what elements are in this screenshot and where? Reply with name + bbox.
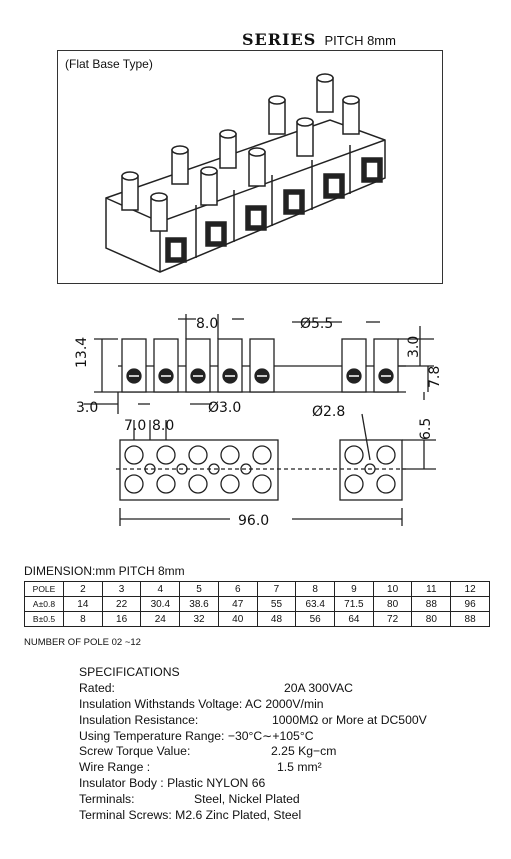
dim-bottom-left-label: 7.0 (124, 418, 147, 434)
table-cell: 16 (102, 612, 141, 627)
dimension-table (24, 581, 490, 627)
spec-terminals-value: Steel, Nickel Plated (194, 792, 300, 807)
spec-rated-value: 20A 300VAC (284, 680, 353, 695)
dim-screw-label: Ø3.0 (208, 400, 242, 416)
table-cell: 40 (218, 612, 257, 627)
top-view (84, 314, 434, 414)
table-cell: 38.6 (180, 597, 219, 612)
spec-rated (79, 680, 353, 697)
dim-hole-label: Ø5.5 (300, 316, 334, 332)
dim-pitch-label: 8.0 (196, 316, 219, 332)
spec-resistance-label: Insulation Resistance: (79, 712, 199, 727)
dim-total-length-label: 96.0 (238, 513, 270, 529)
table-row (25, 597, 490, 612)
spec-temperature-value: −30°C∼+105°C (227, 728, 314, 743)
table-cell: 80 (373, 597, 412, 612)
table-cell: 12 (451, 582, 490, 597)
table-cell: 3 (102, 582, 141, 597)
spec-resistance-value: 1000MΩ or More at DC500V (272, 712, 427, 727)
table-cell: 8 (64, 612, 103, 627)
dim-height-label: 13.4 (74, 336, 90, 368)
spec-temperature-label: Using Temperature Range: (79, 728, 225, 743)
spec-screws-label: Terminal Screws: (79, 808, 172, 823)
spec-terminals (79, 792, 324, 808)
spec-resistance (79, 712, 427, 729)
spec-screws (79, 808, 324, 824)
spec-torque-label: Screw Torque Value: (79, 744, 191, 759)
table-cell: 88 (451, 612, 490, 627)
table-cell: 63.4 (296, 597, 335, 612)
spec-wire-value: 1.5 mm² (277, 760, 322, 775)
dim-left-offset-label: 3.0 (76, 400, 99, 416)
table-cell: 96 (451, 597, 490, 612)
pitch-title: PITCH 8mm (324, 33, 396, 48)
table-cell: 56 (296, 612, 335, 627)
spec-torque (79, 744, 337, 760)
table-cell: 55 (257, 597, 296, 612)
spec-temperature (79, 729, 324, 745)
table-cell: 8 (296, 582, 335, 597)
illustration-label: (Flat Base Type) (65, 57, 153, 71)
spec-withstand (79, 697, 324, 713)
spec-body-label: Insulator Body : (79, 776, 164, 791)
spec-withstand-label: Insulation Withstands Voltage: (79, 696, 243, 711)
spec-body (79, 776, 324, 792)
spec-body-value: Plastic NYLON 66 (167, 776, 266, 791)
table-cell: 11 (412, 582, 451, 597)
dim-bottom-vert-label: 6.5 (418, 417, 434, 440)
spec-rated-label: Rated: (79, 680, 115, 695)
table-cell: 2 (64, 582, 103, 597)
specifications (79, 665, 427, 824)
table-cell: 4 (141, 582, 180, 597)
dim-small-hole-label: Ø2.8 (312, 404, 346, 420)
table-cell: 72 (373, 612, 412, 627)
series-title: SERIES (242, 30, 317, 49)
spec-terminals-label: Terminals: (79, 792, 135, 807)
table-cell: 22 (102, 597, 141, 612)
table-cell: 9 (335, 582, 374, 597)
dim-top-offset-label: 7.8 (427, 365, 443, 388)
spec-screws-value: M2.6 Zinc Plated, Steel (175, 808, 302, 823)
table-cell: 10 (373, 582, 412, 597)
table-row (25, 612, 490, 627)
terminal-block-illustration (106, 74, 385, 272)
table-cell: 14 (64, 597, 103, 612)
table-cell: 7 (257, 582, 296, 597)
dimension-table-title: DIMENSION:mm PITCH 8mm (24, 564, 185, 578)
pole-count-note: NUMBER OF POLE 02 ~12 (24, 637, 141, 648)
table-cell: 6 (218, 582, 257, 597)
dim-top-gap-label: 3.0 (406, 335, 422, 358)
table-cell: 30.4 (141, 597, 180, 612)
table-cell: 80 (412, 612, 451, 627)
spec-wire (79, 760, 324, 776)
table-cell: 88 (412, 597, 451, 612)
table-cell: 48 (257, 612, 296, 627)
dim-bottom-pitch-label: 8.0 (152, 418, 175, 434)
table-cell: 64 (335, 612, 374, 627)
row-header: POLE (25, 582, 64, 597)
table-cell: 71.5 (335, 597, 374, 612)
table-cell: 32 (180, 612, 219, 627)
spec-withstand-value: AC 2000V/min (245, 696, 324, 711)
row-header: A±0.8 (25, 597, 64, 612)
bottom-view (116, 392, 436, 526)
row-header: B±0.5 (25, 612, 64, 627)
spec-title: SPECIFICATIONS (79, 665, 180, 679)
table-cell: 24 (141, 612, 180, 627)
table-cell: 5 (180, 582, 219, 597)
spec-wire-label: Wire Range : (79, 760, 151, 775)
spec-torque-value: 2.25 Kg−cm (271, 744, 337, 759)
table-cell: 47 (218, 597, 257, 612)
table-row (25, 582, 490, 597)
